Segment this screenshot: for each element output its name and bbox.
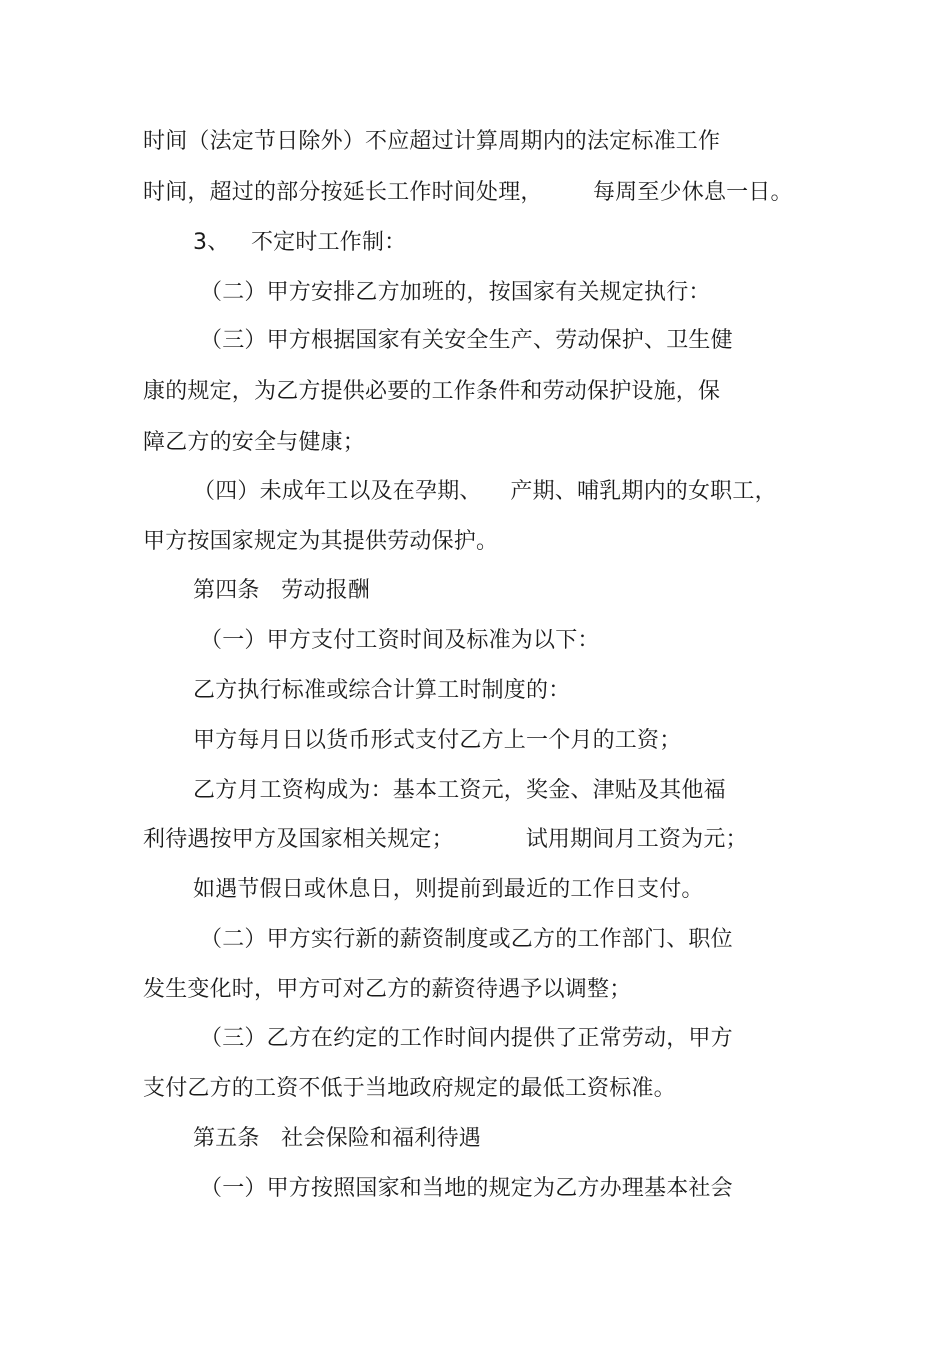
article-heading-4: 第四条 劳动报酬: [193, 578, 370, 603]
text-line-1: 时间（法定节日除外）不应超过计算周期内的法定标准工作: [143, 129, 721, 154]
text-line-8: （四）未成年工以及在孕期、 产期、哺乳期内的女职工，: [193, 479, 777, 504]
text-line-15: 利待遇按甲方及国家相关规定； 试用期间月工资为元；: [143, 827, 748, 852]
text-line-12: 乙方执行标准或综合计算工时制度的：: [193, 678, 571, 703]
text-line-11: （一）甲方支付工资时间及标准为以下：: [200, 628, 600, 653]
text-line-17: （二）甲方实行新的薪资制度或乙方的工作部门、职位: [200, 927, 733, 952]
text-line-7: 障乙方的安全与健康；: [143, 430, 366, 455]
text-line-14: 乙方月工资构成为：基本工资元，奖金、津贴及其他福: [193, 778, 726, 803]
text-line-13: 甲方每月日以货币形式支付乙方上一个月的工资；: [193, 728, 682, 753]
text-line-20: 支付乙方的工资不低于当地政府规定的最低工资标准。: [143, 1076, 676, 1101]
text-line-18: 发生变化时，甲方可对乙方的薪资待遇予以调整；: [143, 977, 632, 1002]
text-line-19: （三）乙方在约定的工作时间内提供了正常劳动，甲方: [200, 1026, 733, 1051]
text-line-16: 如遇节假日或休息日，则提前到最近的工作日支付。: [193, 877, 704, 902]
text-line-6: 康的规定，为乙方提供必要的工作条件和劳动保护设施，保: [143, 379, 721, 404]
text-line-3: 3、 不定时工作制：: [193, 230, 407, 255]
text-line-4: （二）甲方安排乙方加班的，按国家有关规定执行：: [200, 280, 711, 305]
text-line-5: （三）甲方根据国家有关安全生产、劳动保护、卫生健: [200, 328, 733, 353]
text-line-2: 时间，超过的部分按延长工作时间处理， 每周至少休息一日。: [143, 180, 793, 205]
article-heading-5: 第五条 社会保险和福利待遇: [193, 1126, 481, 1151]
text-line-9: 甲方按国家规定为其提供劳动保护。: [143, 529, 499, 554]
text-line-22: （一）甲方按照国家和当地的规定为乙方办理基本社会: [200, 1176, 733, 1201]
